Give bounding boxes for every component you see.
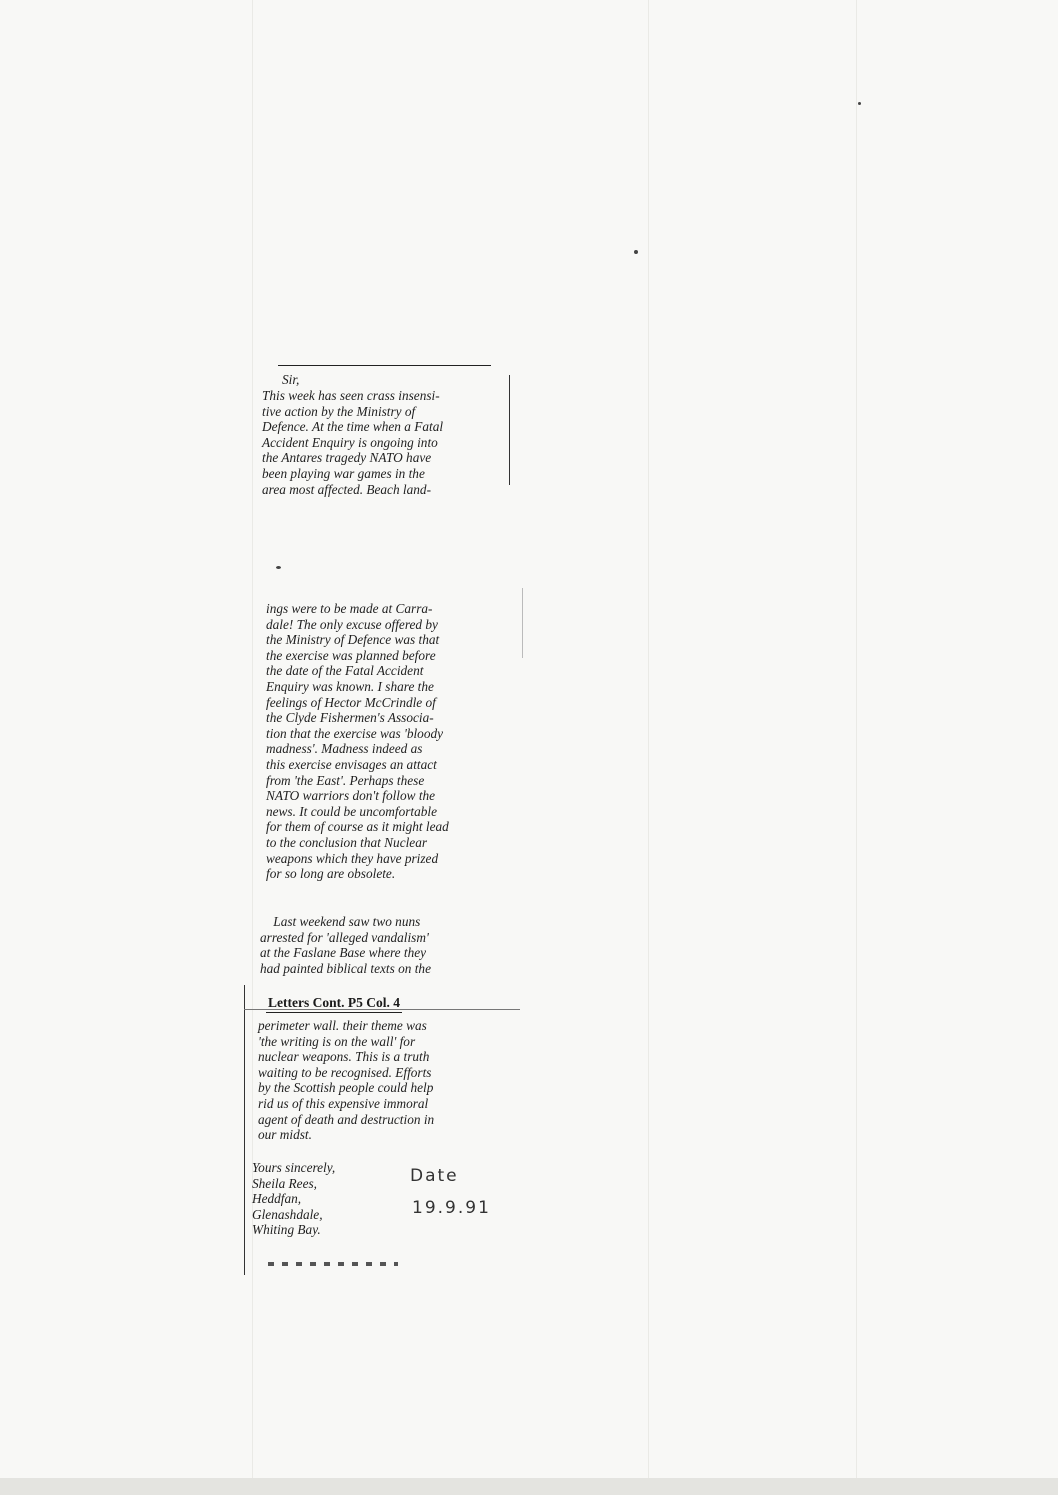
letter-paragraph: ings were to be made at Carra- dale! The only excuse offered by the Ministry of Defence was that the exercise was planned before the date of the Fatal Accident Enquiry was known. I share the feelings of Hector McCrindle of the Clyde Fishermen's Associa- tion that the exercise was 'bloody madness'. Madness indeed as this exercise envisages an attact from 'the East'. Perhaps these NATO warriors don't follow the news. It could be uncomfortable for them of course as it might lead to the conclusion that Nuclear weapons which they have prized for so long are obsolete. [266, 601, 449, 882]
dust-speck [276, 566, 281, 569]
dust-speck [634, 250, 638, 254]
scan-edge [0, 1478, 1058, 1495]
letter-signoff: Yours sincerely, Sheila Rees, Heddfan, Glenashdale, Whiting Bay. [252, 1160, 336, 1238]
continuation-label: Letters Cont. P5 Col. 4 [266, 995, 402, 1013]
handwritten-date: 19.9.91 [412, 1198, 491, 1218]
clipping-edge [509, 375, 510, 485]
cut-off-text [268, 1262, 398, 1266]
letter-paragraph: This week has seen crass insensi- tive action by the Ministry of Defence. At the time when a Fatal Accident Enquiry is ongoing into the Antares tragedy NATO have been playing war games in the area most affected. Beach land- [262, 388, 444, 497]
clipping-edge [244, 985, 245, 1275]
letter-paragraph: perimeter wall. their theme was 'the writing is on the wall' for nuclear weapons. This is a truth waiting to be recognised. Efforts by the Scottish people could help rid us of this expensive immoral agent of death and destruction in our midst. [258, 1018, 435, 1143]
fold-line [856, 0, 857, 1480]
dust-speck [858, 102, 861, 105]
fold-line [648, 0, 649, 1480]
letter-paragraph: Last weekend saw two nuns arrested for 'alleged vandalism' at the Faslane Base where they had painted biblical texts on the [260, 914, 431, 976]
handwritten-label: Date [410, 1166, 459, 1186]
clipping-top-rule [278, 365, 491, 366]
clipping-edge [522, 588, 523, 658]
salutation: Sir, [282, 372, 300, 387]
fold-line [252, 0, 253, 1480]
